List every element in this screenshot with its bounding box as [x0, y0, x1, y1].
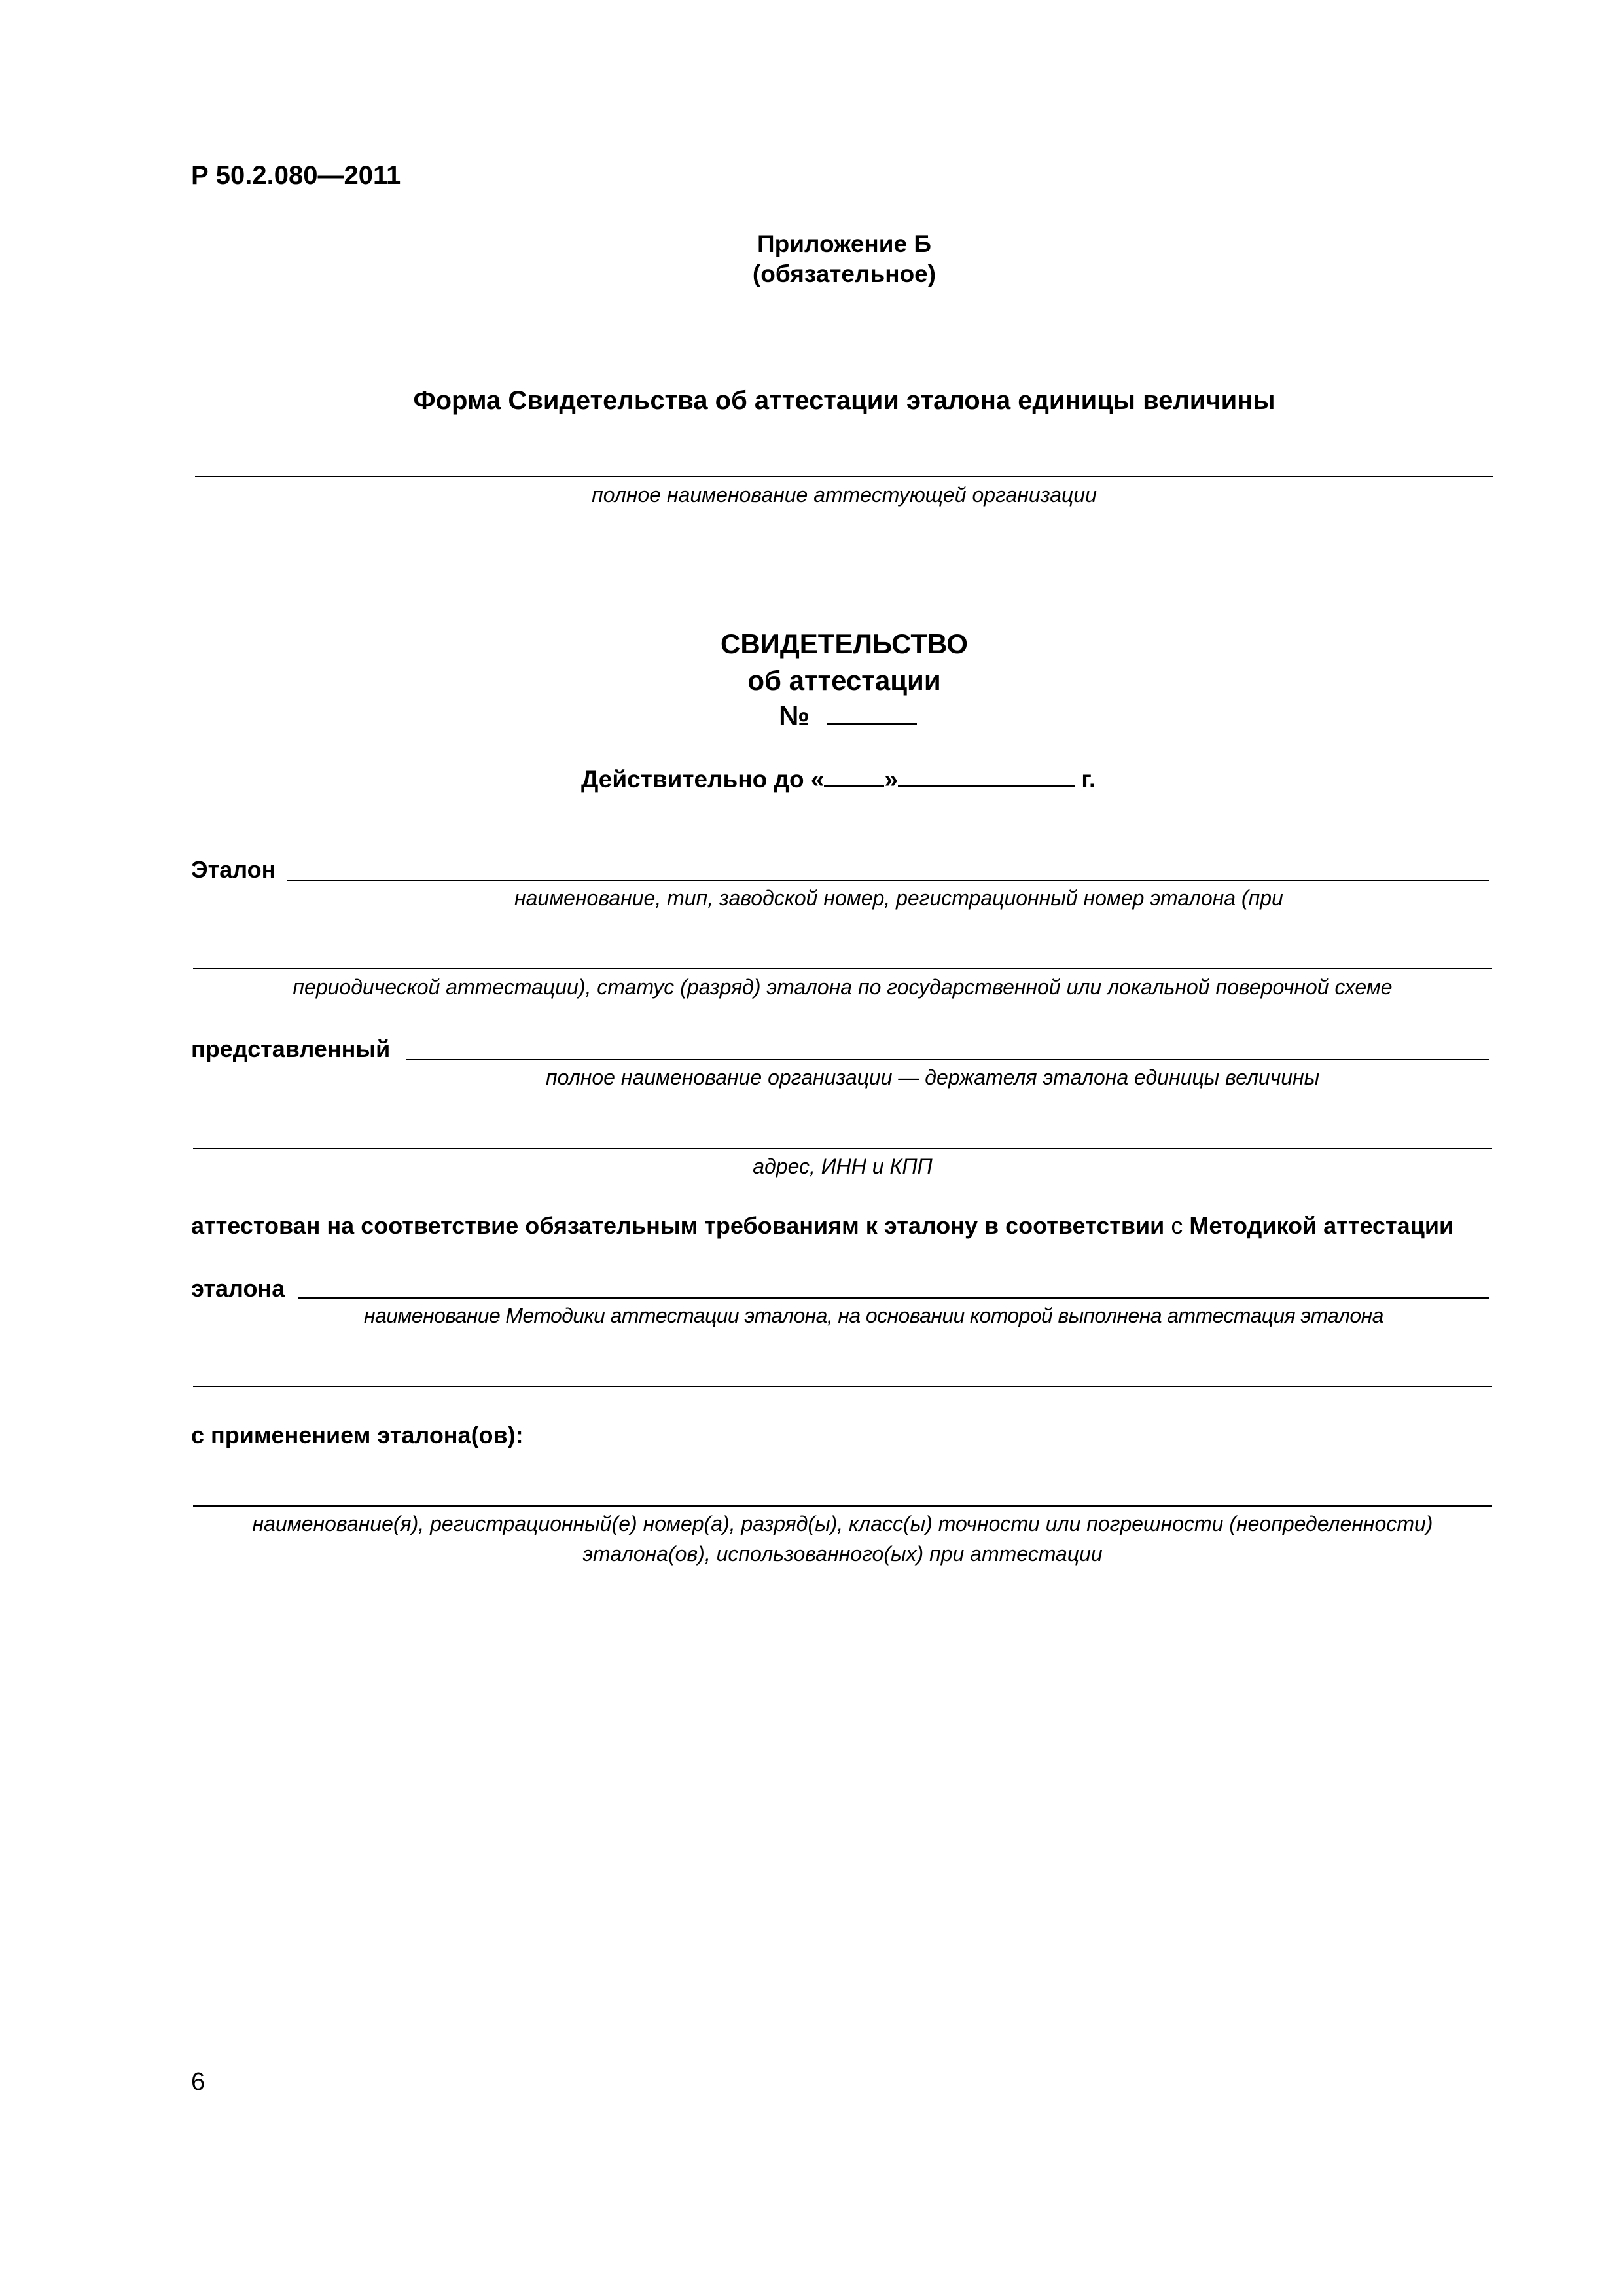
- page-number: 6: [191, 2068, 205, 2096]
- method-caption: наименование Методики аттестации эталона, на основании которой выполнена аттестация эталона: [364, 1304, 1383, 1327]
- valid-day-field[interactable]: [824, 766, 884, 787]
- holder-address-line[interactable]: [193, 1148, 1492, 1149]
- presented-label: представленный: [191, 1035, 391, 1062]
- valid-until-prefix: Действительно до «: [581, 766, 825, 793]
- etalon-name-line[interactable]: [287, 880, 1489, 881]
- etalon-caption-1: наименование, тип, заводской номер, регистрационный номер эталона (при: [514, 886, 1283, 910]
- org-name-caption: полное наименование аттестующей организации: [592, 483, 1097, 507]
- etalon-status-line[interactable]: [193, 968, 1492, 969]
- number-sign: №: [779, 700, 810, 731]
- holder-org-caption: полное наименование организации — держателя эталона единицы величины: [546, 1066, 1320, 1089]
- method-extra-line[interactable]: [193, 1386, 1492, 1387]
- attested-statement: [191, 1212, 1454, 1240]
- attested-text-c: с: [1171, 1212, 1183, 1239]
- attested-text-1: аттестован на соответствие обязательным требованиям к эталону в соответствии: [191, 1212, 1165, 1239]
- org-name-line[interactable]: [195, 476, 1493, 477]
- applied-etalons-caption-2: эталона(ов), использованного(ых) при аттестации: [582, 1542, 1103, 1566]
- applied-etalons-caption-1: наименование(я), регистрационный(е) номер(а), разряд(ы), класс(ы) точности или погрешности (неопределенности): [252, 1512, 1433, 1535]
- appendix-title: Приложение Б: [757, 230, 931, 257]
- method-name-line[interactable]: [298, 1297, 1489, 1299]
- valid-month-year-field[interactable]: [898, 766, 1075, 787]
- applied-etalons-line[interactable]: [193, 1505, 1492, 1507]
- form-title: Форма Свидетельства об аттестации эталона единицы величины: [413, 386, 1275, 415]
- document-code: Р 50.2.080—2011: [191, 161, 401, 190]
- holder-address-caption: адрес, ИНН и КПП: [753, 1155, 933, 1178]
- valid-until-suffix: г.: [1081, 766, 1096, 793]
- valid-until-row: [581, 766, 1096, 793]
- holder-org-line[interactable]: [406, 1059, 1489, 1060]
- applied-etalons-label: с применением эталона(ов):: [191, 1422, 524, 1448]
- certificate-number-field[interactable]: [827, 704, 917, 725]
- valid-until-mid: »: [884, 766, 899, 793]
- attested-text-2: Методикой аттестации: [1189, 1212, 1454, 1239]
- etalon-label: Эталон: [191, 856, 276, 883]
- method-etalon-label: эталона: [191, 1275, 285, 1302]
- certificate-number-row: [779, 700, 917, 732]
- certificate-subtitle: об аттестации: [747, 665, 941, 696]
- certificate-title: СВИДЕТЕЛЬСТВО: [721, 628, 968, 659]
- appendix-status: (обязательное): [752, 260, 936, 287]
- etalon-caption-2: периодической аттестации), статус (разряд) эталона по государственной или локальной поверочной схеме: [293, 975, 1393, 999]
